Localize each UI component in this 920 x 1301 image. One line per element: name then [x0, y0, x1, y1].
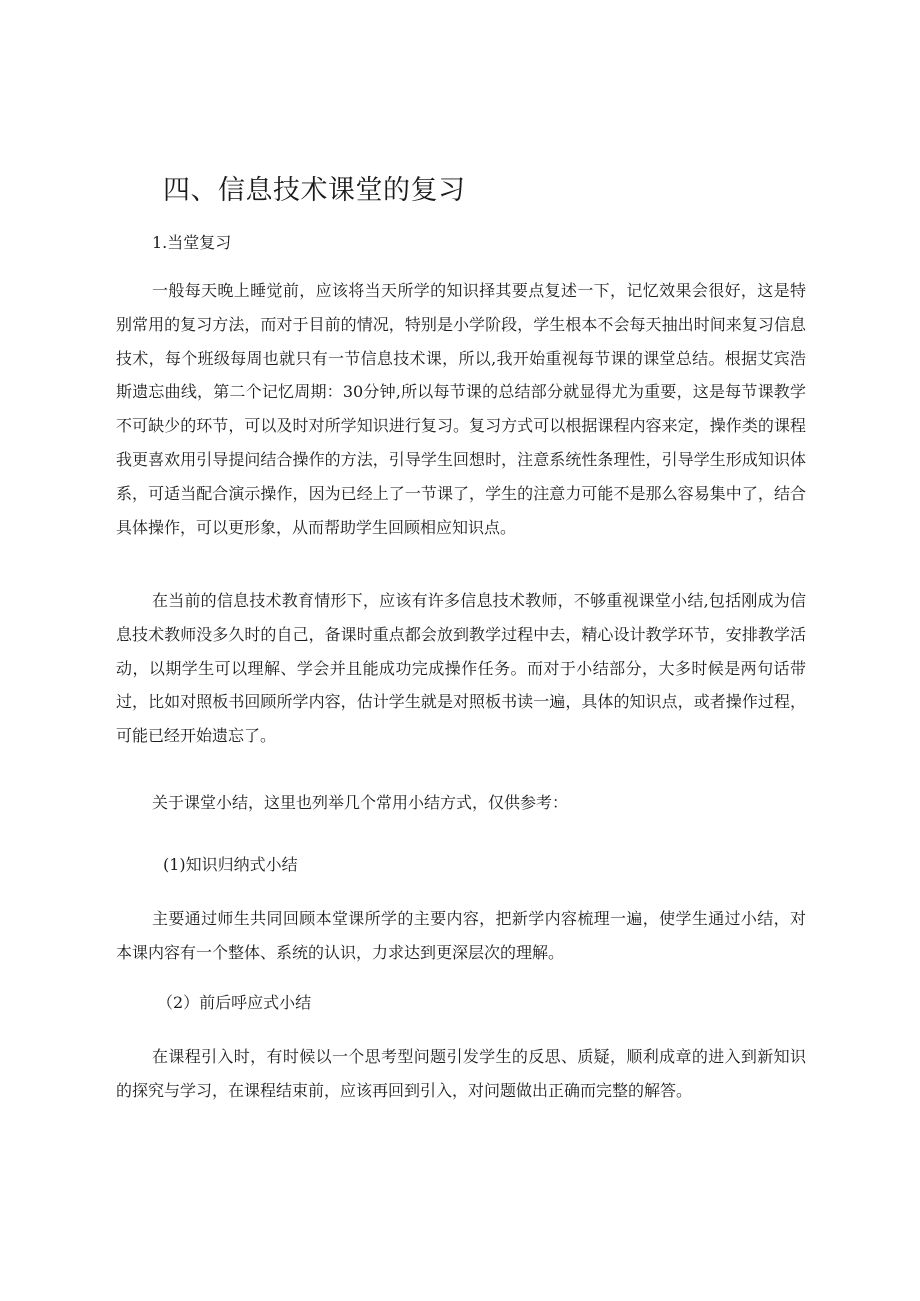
section-heading: 四、信息技术课堂的复习: [163, 175, 466, 207]
list-item-title-2: （2）前后呼应式小结: [157, 993, 312, 1012]
list-item-title-1: (1)知识归纳式小结: [163, 855, 298, 874]
paragraph-3: 关于课堂小结，这里也列举几个常用小结方式，仅供参考：: [152, 793, 569, 812]
subsection-title: 1.当堂复习: [152, 233, 232, 252]
paragraph-5: 在课程引入时，有时候以一个思考型问题引发学生的反思、质疑，顺利成章的进入到新知识的探究与学习，在课程结束前，应该再回到引入，对问题做出正确而完整的解答。: [116, 1047, 806, 1100]
paragraph-4: 主要通过师生共同回顾本堂课所学的主要内容，把新学内容梳理一遍，使学生通过小结，对本课内容有一个整体、系统的认识，力求达到更深层次的理解。: [116, 909, 806, 962]
paragraph-1: 一般每天晚上睡觉前，应该将当天所学的知识择其要点复述一下，记忆效果会很好，这是特别常用的复习方法，而对于目前的情况，特别是小学阶段，学生根本不会每天抽出时间来复习信息技术，每个班级每周也就只有一节信息技术课，所以,我开始重视每节课的课堂总结。根据艾宾浩斯遗忘曲线，第二个记忆周期：30分钟,所以每节课的总结部分就显得尤为重要，这是每节课教学不可缺少的环节，可以及时对所学知识进行复习。复习方式可以根据课程内容来定，操作类的课程我更喜欢用引导提问结合操作的方法，引导学生回想时，注意系统性条理性，引导学生形成知识体系，可适当配合演示操作，因为已经上了一节课了，学生的注意力可能不是那么容易集中了，结合具体操作，可以更形象，从而帮助学生回顾相应知识点。: [116, 281, 806, 537]
paragraph-2: 在当前的信息技术教育情形下，应该有许多信息技术教师，不够重视课堂小结,包括刚成为信息技术教师没多久时的自己，备课时重点都会放到教学过程中去，精心设计教学环节，安排教学活动，以期学生可以理解、学会并且能成功完成操作任务。而对于小结部分，大多时候是两句话带过，比如对照板书回顾所学内容，估计学生就是对照板书读一遍，具体的知识点，或者操作过程，可能已经开始遗忘了。: [116, 591, 806, 746]
